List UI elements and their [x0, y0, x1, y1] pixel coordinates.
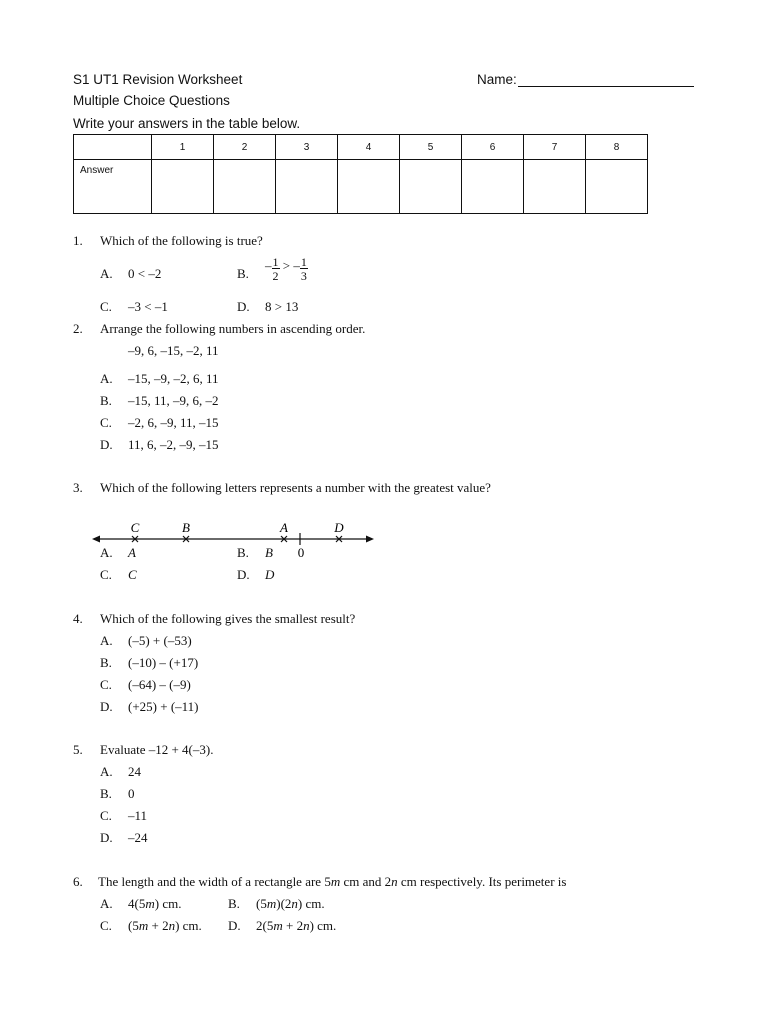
- option-letter: C.: [100, 918, 112, 933]
- question-text: Evaluate –12 + 4(–3).: [100, 742, 214, 757]
- question-number: 3.: [73, 480, 83, 495]
- fraction: [272, 256, 280, 282]
- answer-table-row: [74, 160, 648, 214]
- option-text: 0: [128, 786, 135, 801]
- answer-table-header-row: [74, 135, 648, 160]
- option-letter: A.: [100, 764, 113, 779]
- option-text: D: [265, 567, 275, 582]
- option-text: –15, 11, –9, 6, –2: [128, 393, 219, 408]
- option-letter: C.: [100, 567, 112, 582]
- option-text: –2, 6, –9, 11, –15: [128, 415, 219, 430]
- option-letter: A.: [100, 371, 113, 386]
- question-text: Which of the following gives the smallest result?: [100, 611, 356, 626]
- option-text: 11, 6, –2, –9, –15: [128, 437, 219, 452]
- numerator: 1: [272, 255, 279, 269]
- option-letter: B.: [237, 266, 249, 281]
- answer-table: [73, 134, 648, 214]
- option-text: (5m)(2n) cm.: [256, 896, 325, 911]
- denominator: 3: [300, 269, 307, 283]
- minus-sign: –: [265, 257, 272, 273]
- answer-col-header: 5: [400, 135, 462, 160]
- option-text: C: [128, 567, 137, 582]
- option-text: B: [265, 545, 273, 560]
- instruction-text: Write your answers in the table below.: [73, 116, 301, 131]
- question-number: 1.: [73, 233, 83, 248]
- option-letter: A.: [100, 266, 113, 281]
- option-letter: A.: [100, 633, 113, 648]
- option-letter: D.: [100, 437, 113, 452]
- option-text: 24: [128, 764, 141, 779]
- minus-sign: –: [293, 257, 300, 273]
- option-letter: A.: [100, 896, 113, 911]
- question-number: 6.: [73, 874, 83, 889]
- worksheet-title: S1 UT1 Revision Worksheet: [73, 72, 243, 87]
- option-letter: D.: [237, 299, 250, 314]
- answer-cell-7[interactable]: [524, 160, 586, 214]
- option-text: 8 > 13: [265, 299, 299, 314]
- name-blank-line[interactable]: [518, 73, 694, 87]
- option-text: –3 < –1: [128, 299, 168, 314]
- question-text: The length and the width of a rectangle are 5m cm and 2n cm respectively. Its perimeter is: [98, 874, 567, 889]
- question-number: 5.: [73, 742, 83, 757]
- point-label-b: B: [182, 520, 190, 535]
- answer-row-label: Answer: [74, 160, 152, 214]
- answer-col-header: 6: [462, 135, 524, 160]
- option-letter: B.: [100, 655, 112, 670]
- answer-cell-8[interactable]: [586, 160, 648, 214]
- answer-cell-4[interactable]: [338, 160, 400, 214]
- answer-col-header: 1: [152, 135, 214, 160]
- option-text: –15, –9, –2, 6, 11: [128, 371, 219, 386]
- number-line-left-arrow: [92, 536, 100, 543]
- answer-col-header: 2: [214, 135, 276, 160]
- answer-cell-5[interactable]: [400, 160, 462, 214]
- option-fraction-expression: [265, 256, 308, 282]
- option-letter: D.: [100, 699, 113, 714]
- fraction: [300, 256, 308, 282]
- point-label-d: D: [334, 520, 344, 535]
- option-letter: C.: [100, 415, 112, 430]
- number-line-right-arrow: [366, 536, 374, 543]
- option-letter: D.: [100, 830, 113, 845]
- question-text: Which of the following letters represents a number with the greatest value?: [100, 480, 491, 495]
- question-number: 2.: [73, 321, 83, 336]
- point-label-c: C: [130, 520, 140, 535]
- option-letter: D.: [228, 918, 241, 933]
- answer-cell-6[interactable]: [462, 160, 524, 214]
- option-letter: C.: [100, 808, 112, 823]
- answer-cell-1[interactable]: [152, 160, 214, 214]
- given-numbers: –9, 6, –15, –2, 11: [128, 343, 219, 358]
- question-text: Which of the following is true?: [100, 233, 263, 248]
- option-text: –11: [128, 808, 148, 823]
- option-text: (–10) – (+17): [128, 655, 199, 670]
- option-letter: B.: [100, 786, 112, 801]
- option-text: –24: [128, 830, 148, 845]
- name-field[interactable]: [477, 72, 694, 87]
- option-text: (–5) + (–53): [128, 633, 192, 648]
- question-number: 4.: [73, 611, 83, 626]
- option-letter: C.: [100, 677, 112, 692]
- answer-table-corner: [74, 135, 152, 160]
- answer-col-header: 3: [276, 135, 338, 160]
- option-letter: A.: [100, 545, 113, 560]
- answer-col-header: 8: [586, 135, 648, 160]
- answer-col-header: 7: [524, 135, 586, 160]
- option-text: (–64) – (–9): [128, 677, 191, 692]
- option-letter: B.: [228, 896, 240, 911]
- option-letter: B.: [237, 545, 249, 560]
- option-text: (5m + 2n) cm.: [128, 918, 202, 933]
- section-subtitle: Multiple Choice Questions: [73, 93, 230, 108]
- option-text: (+25) + (–11): [128, 699, 199, 714]
- point-label-a: A: [280, 520, 288, 535]
- greater-than-sign: >: [282, 257, 291, 273]
- option-text: 2(5m + 2n) cm.: [256, 918, 337, 933]
- answer-cell-2[interactable]: [214, 160, 276, 214]
- option-text: 0 < –2: [128, 266, 162, 281]
- answer-cell-3[interactable]: [276, 160, 338, 214]
- option-letter: D.: [237, 567, 250, 582]
- option-text: 4(5m) cm.: [128, 896, 182, 911]
- name-label: Name:: [477, 72, 517, 87]
- option-text: A: [128, 545, 136, 560]
- numerator: 1: [300, 255, 307, 269]
- option-letter: B.: [100, 393, 112, 408]
- answer-col-header: 4: [338, 135, 400, 160]
- option-letter: C.: [100, 299, 112, 314]
- zero-label: 0: [297, 545, 305, 560]
- question-text: Arrange the following numbers in ascending order.: [100, 321, 366, 336]
- denominator: 2: [272, 269, 279, 283]
